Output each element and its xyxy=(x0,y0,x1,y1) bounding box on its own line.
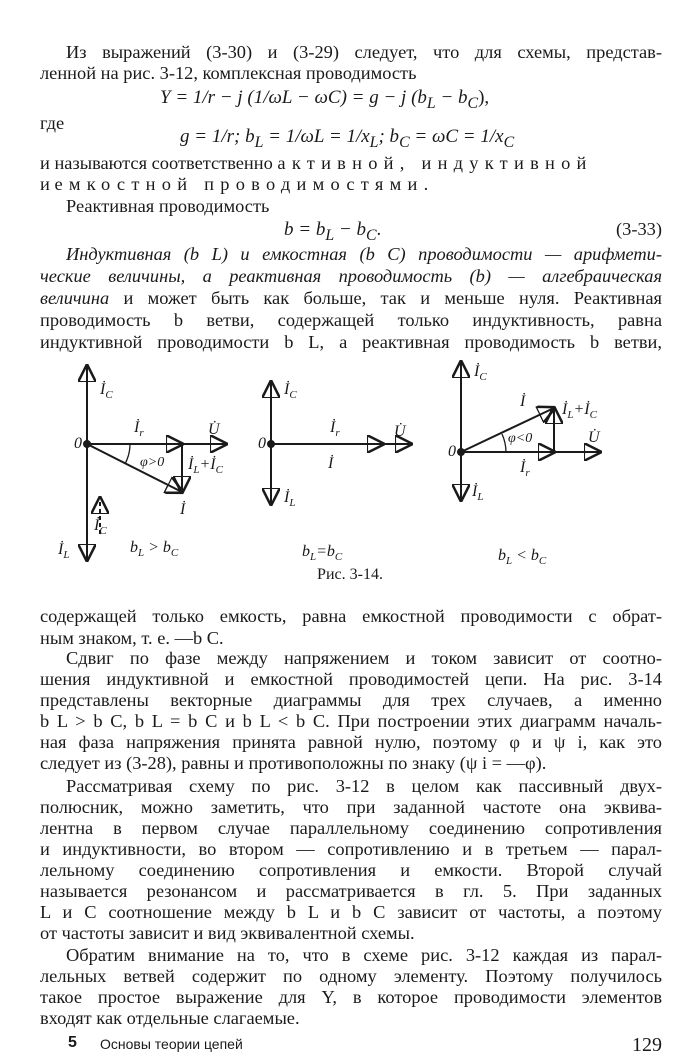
label-u: U̇ xyxy=(588,429,600,446)
chapter-title: Основы теории цепей xyxy=(100,1036,243,1052)
label-ic: $İ_C$ xyxy=(474,363,487,383)
para-line: лельных ветвей содержит по одному элементу. Поэтому получилось xyxy=(40,966,662,986)
page-number: 129 xyxy=(632,1034,662,1056)
origin-label: 0 xyxy=(74,435,82,452)
label-ic: $İ_C$ xyxy=(284,381,297,401)
label-i: İ xyxy=(180,501,186,518)
label-phi: φ<0 xyxy=(508,431,533,446)
label-il-plus-ic: $İ_L+İ_C$ xyxy=(562,401,597,421)
para-line: представлены векторные диаграммы для трех случаев, а именно xyxy=(40,690,662,710)
vector-i xyxy=(87,444,182,492)
para-line: и емкостной проводимостями. xyxy=(40,174,435,194)
para-line: называется резонансом и рассматривается в гл. 5. При заданных xyxy=(40,881,662,901)
label-phi: φ>0 xyxy=(140,455,165,470)
formula-Y: Y = 1/r − j (1/ωL − ωC) = g − j $(b_L - b_C)$, xyxy=(160,87,490,112)
diagram3-condition: $b_L < b_C$ xyxy=(498,547,547,567)
para-line: входят как отдельные слагаемые. xyxy=(40,1008,300,1028)
phi-arc xyxy=(502,434,506,452)
para-line: от частоты зависит и вид эквивалентной схемы. xyxy=(40,923,415,943)
para-line: ческие величины, а реактивная проводимость (b) — алгебраическая xyxy=(40,266,662,286)
origin-label: 0 xyxy=(258,435,266,452)
para-line: такое простое выражение для Y, в которое проводимости элементов xyxy=(40,987,662,1007)
diagram1-condition: $b_L > b_C$ xyxy=(130,539,179,559)
para-line: следует из (3-28), равны и противоположны по знаку (ψ i = —φ). xyxy=(40,753,547,773)
chapter-number: 5 xyxy=(68,1034,77,1051)
para-line: шения индуктивной и емкостной проводимостей цепи. На рис. 3-14 xyxy=(40,669,662,689)
para-line: и индуктивности, во втором — сопротивлению и в третьем — парал- xyxy=(40,839,662,859)
label-ir: $İ_r$ xyxy=(520,459,530,479)
para-line: лентна в первом случае параллельному соединению сопротивления xyxy=(40,818,662,838)
formula-b: $b = b_L - b_C$. xyxy=(284,219,382,244)
origin-point xyxy=(458,449,464,455)
label-il: $İ_L$ xyxy=(58,541,70,561)
formula-g: g = 1/r; $b_L = 1/\omega L = 1/x_L$; $b_C = \omega C = 1/x_C$ xyxy=(180,126,515,151)
label-i: İ xyxy=(328,455,334,472)
para-line: ленной на рис. 3-12, комплексная проводимость xyxy=(40,63,417,83)
para-line: проводимость b ветви, содержащей только индуктивность, равна xyxy=(40,310,662,330)
phi-arc xyxy=(125,444,130,464)
para-line: лельному соединению сопротивления и емкости. Второй случай xyxy=(40,860,662,880)
equation-number: (3-33) xyxy=(616,219,662,239)
para-line: L и C соотношение между b L и b C зависит от частоты, а поэтому xyxy=(40,902,662,922)
label-u: U̇ xyxy=(208,421,220,438)
label-i: İ xyxy=(520,393,526,410)
label-ic: $İ_C$ xyxy=(100,381,113,401)
para-line: Реактивная проводимость xyxy=(66,196,270,216)
para-line: Обратим внимание на то, что в схеме рис. 3-12 каждая из парал- xyxy=(66,945,662,965)
label-ic-dashed: $İ_C$ xyxy=(94,517,107,537)
para-line: Сдвиг по фазе между напряжением и током зависит от соотно- xyxy=(66,648,662,668)
para-line: где xyxy=(40,113,65,133)
label-il: $İ_L$ xyxy=(284,489,296,509)
origin-label: 0 xyxy=(448,443,456,460)
origin-point xyxy=(268,441,274,447)
diagram2-condition: $b_L=b_C$ xyxy=(302,543,343,563)
figure-caption: Рис. 3-14. xyxy=(317,566,383,583)
para-line: ным знаком, т. е. —b C. xyxy=(40,628,224,648)
label-il: $İ_L$ xyxy=(472,483,484,503)
label-il-plus-ic: $İ_L+İ_C$ xyxy=(188,456,223,476)
para-line: Рассматривая схему по рис. 3-12 в целом как пассивный двух- xyxy=(66,776,662,796)
origin-point xyxy=(84,441,90,447)
label-ir: $İ_r$ xyxy=(134,419,144,439)
para-line: содержащей только емкость, равна емкостной проводимости с обрат- xyxy=(40,606,662,626)
para-line: полюсник, можно заметить, что при заданной частоте она эквива- xyxy=(40,797,662,817)
para-line: Индуктивная (b L) и емкостная (b C) проводимости — арифмети- xyxy=(66,244,662,264)
para-line: ная фаза напряжения принята равной нулю, поэтому φ и ψ i, как это xyxy=(40,732,662,752)
para-line: Из выражений (3-30) и (3-29) следует, что для схемы, представ- xyxy=(66,42,662,62)
label-u: U̇ xyxy=(394,423,406,440)
label-ir: $İ_r$ xyxy=(330,419,340,439)
para-line: индуктивной проводимости b L, а реактивная проводимость b ветви, xyxy=(40,332,662,352)
para-line: и называются соответственно активной, индуктивной xyxy=(40,153,593,173)
para-line: b L > b C, b L = b C и b L < b C. При построении этих диаграмм началь- xyxy=(40,711,662,731)
para-line: величина и может быть как больше, так и меньше нуля. Реактивная xyxy=(40,288,662,308)
page-footer xyxy=(40,1034,662,1060)
